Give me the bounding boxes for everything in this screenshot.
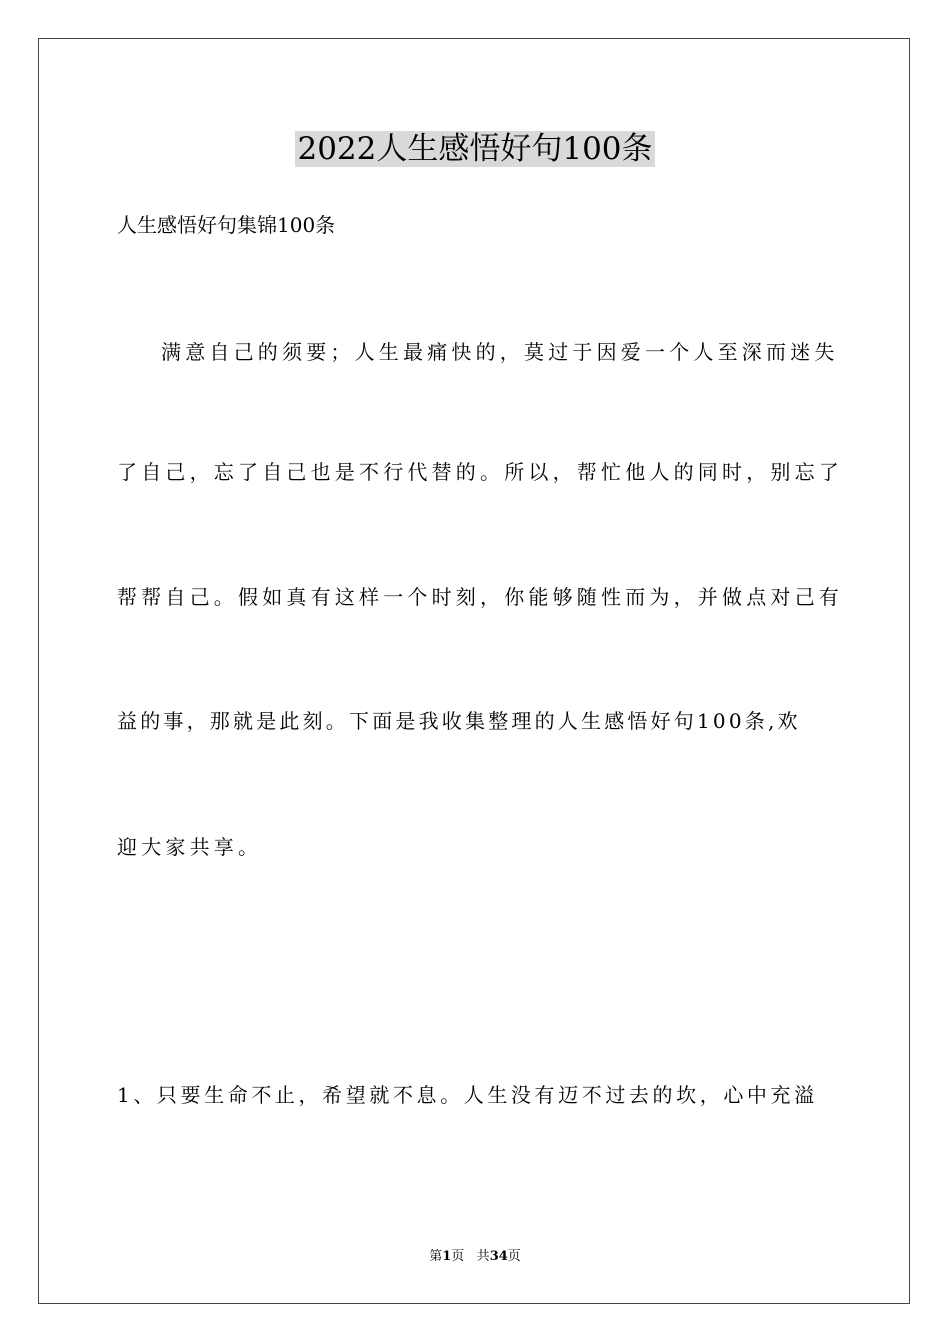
intro-line-5: 迎大家共享。: [117, 835, 263, 859]
intro-line-4: 益的事，那就是此刻。下面是我收集整理的人生感悟好句100条,欢: [117, 709, 801, 733]
intro-line-3: 帮帮自己。假如真有这样一个时刻，你能够随性而为，并做点对己有: [117, 585, 843, 609]
item-line-1: 1、只要生命不止，希望就不息。人生没有迈不过去的坎，心中充溢: [117, 1083, 818, 1107]
document-title-text: 2022人生感悟好句100条: [297, 131, 653, 167]
document-title: [0, 126, 950, 172]
page-footer: [0, 1248, 950, 1266]
footer-total-prefix: 共: [476, 1249, 490, 1264]
footer-prefix: 第: [429, 1249, 443, 1264]
intro-line-1: 满意自己的须要；人生最痛快的，莫过于因爱一个人至深而迷失: [161, 340, 839, 364]
footer-page-unit: 页: [451, 1249, 465, 1264]
intro-line-2: 了自己，忘了自己也是不行代替的。所以，帮忙他人的同时，别忘了: [117, 460, 843, 484]
footer-total-unit: 页: [507, 1249, 521, 1264]
document-subtitle: 人生感悟好句集锦100条: [117, 213, 336, 237]
footer-total-pages: 34: [489, 1249, 508, 1264]
footer-page-number: 1: [442, 1249, 452, 1264]
